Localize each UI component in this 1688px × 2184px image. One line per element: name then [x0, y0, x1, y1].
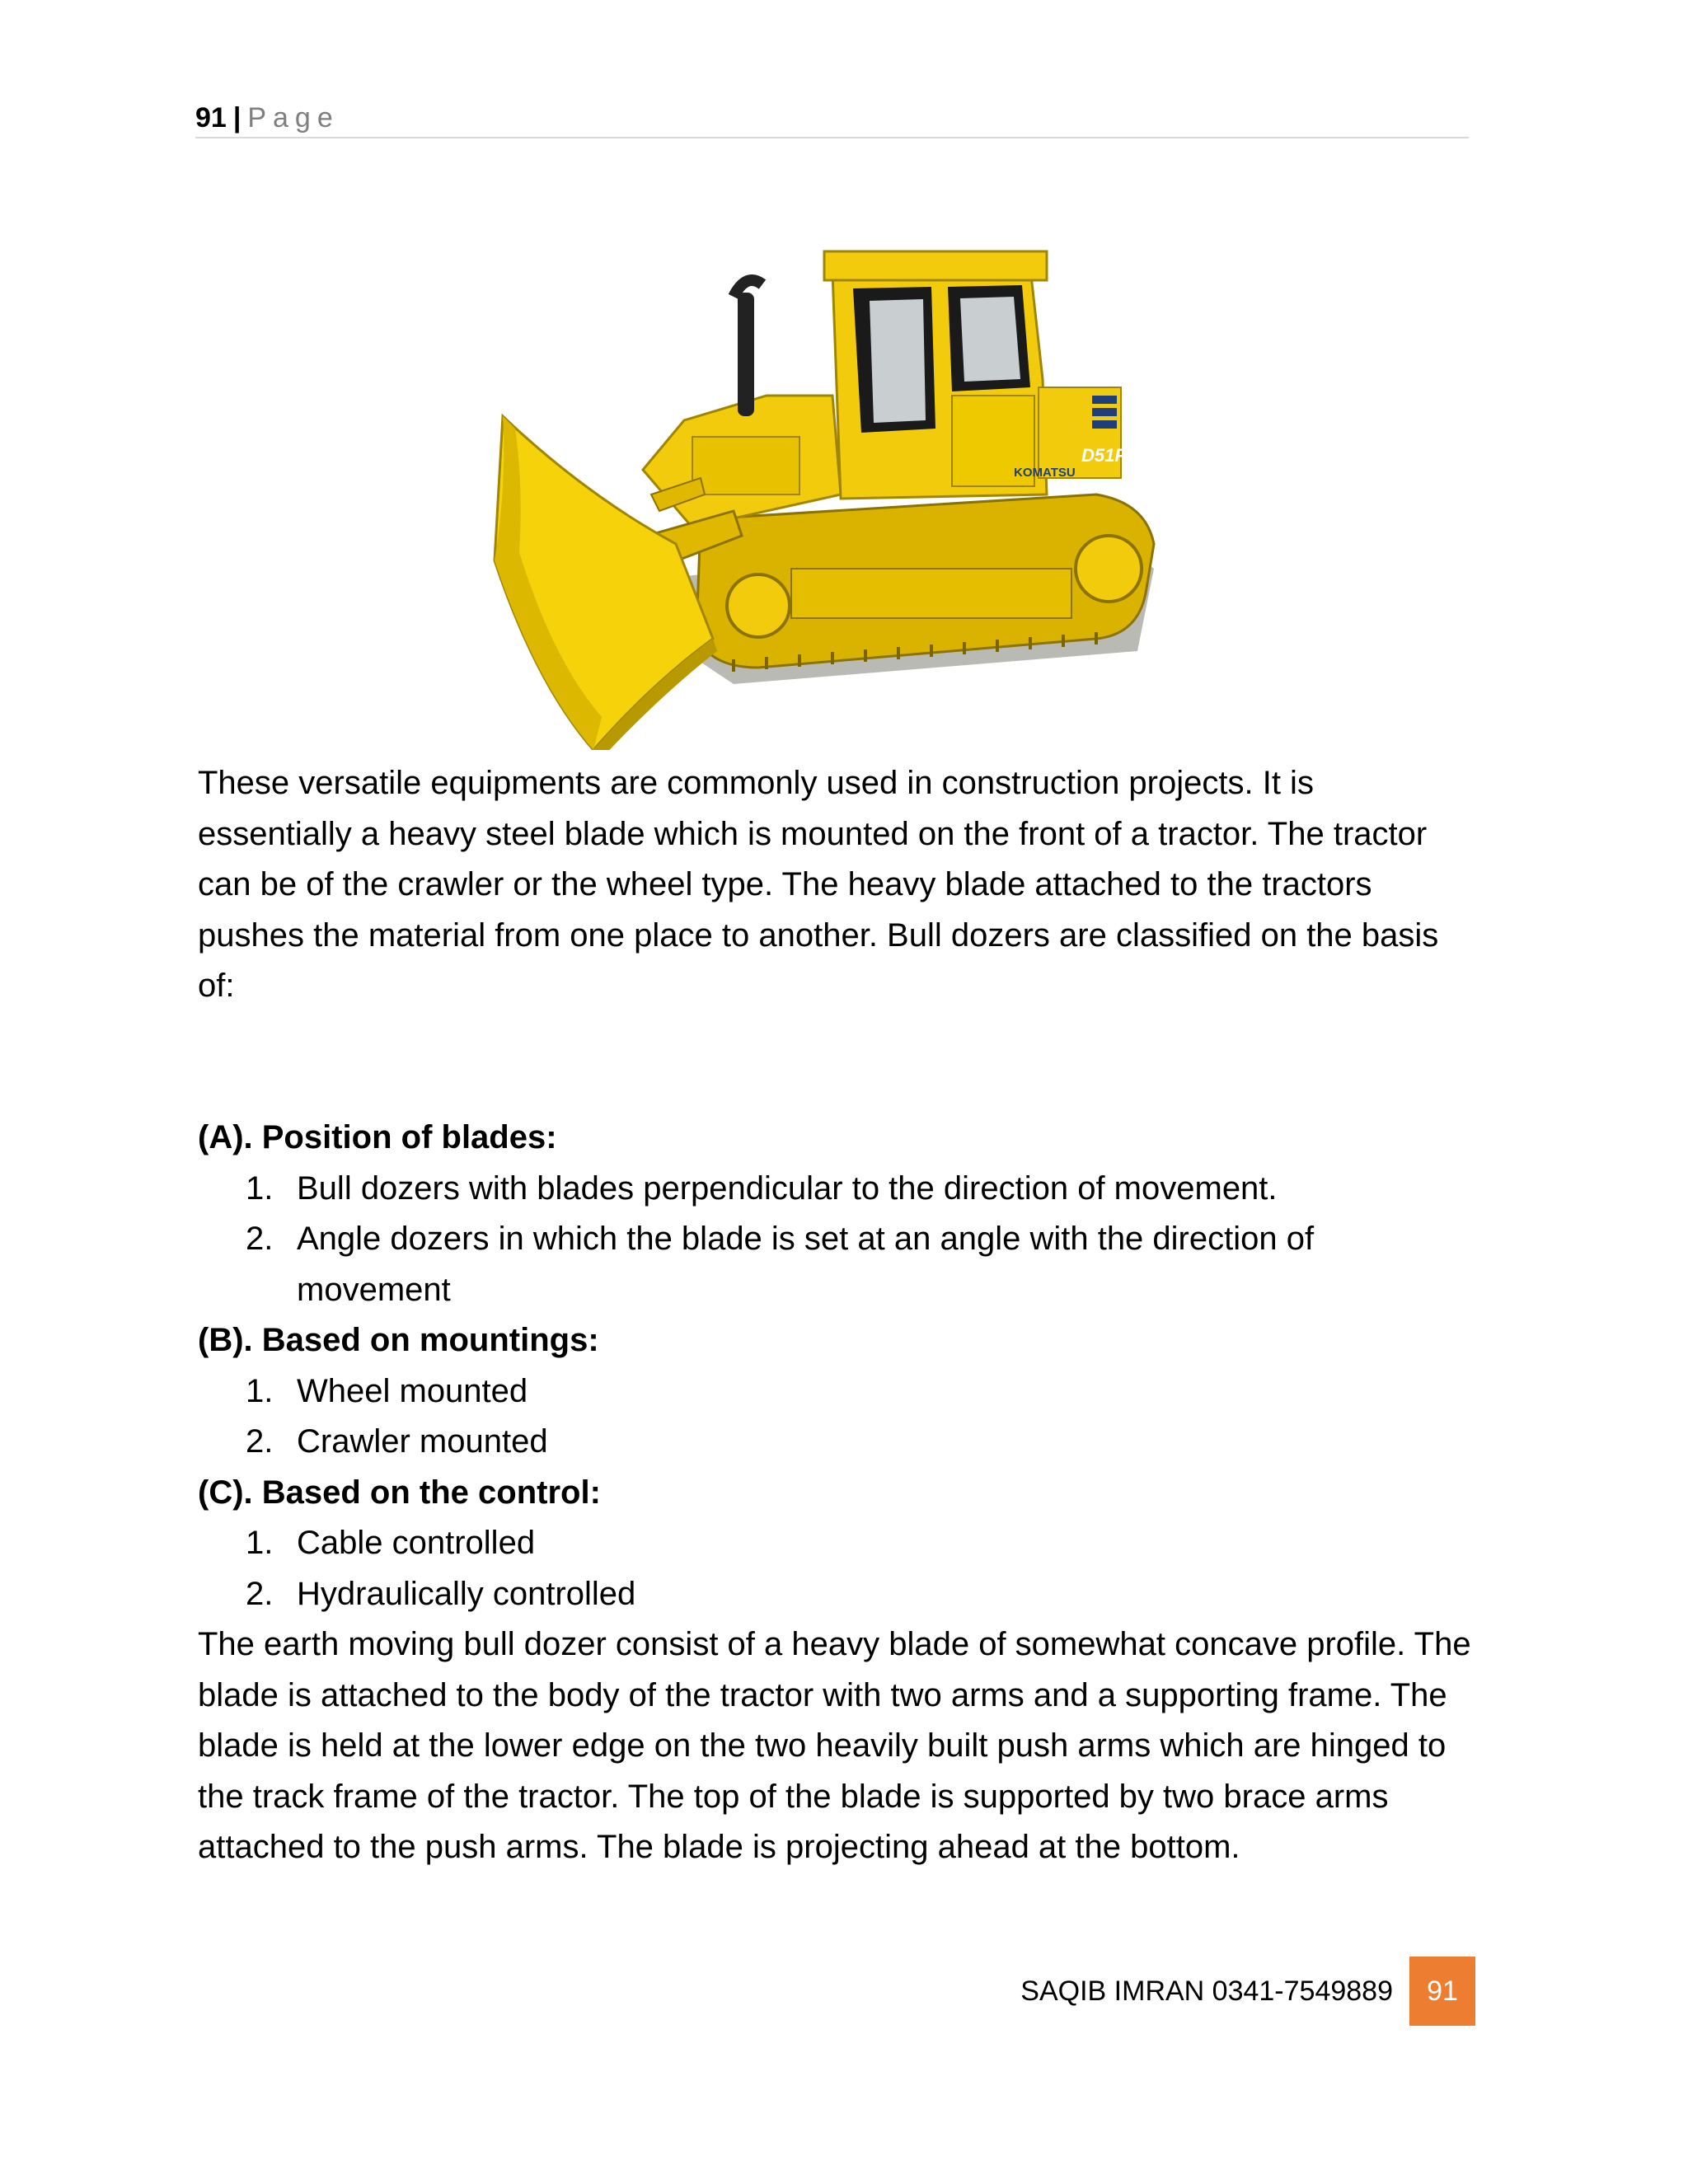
list-item: 2. Crawler mounted [246, 1423, 548, 1460]
bulldozer-image [486, 223, 1187, 750]
page-header [195, 97, 1469, 138]
page-footer [1020, 1957, 1475, 2026]
header-page-number: 91 [195, 102, 227, 134]
footer-page-number: 91 [1409, 1957, 1475, 2026]
section-heading-mountings: (B). Based on mountings: [198, 1322, 599, 1358]
list-item: 1. Bull dozers with blades perpendicular to the direction of movement. [246, 1169, 1278, 1207]
list-mountings [198, 1366, 1475, 1468]
list-item: 2. Angle dozers in which the blade is set at an angle with the direction of movement [246, 1221, 1315, 1308]
intro-paragraph: These versatile equipments are commonly used in construction projects. It is essentially a heavy steel blade which is mounted on the front of a tractor. The tractor can be of the crawler or the wheel type. The heavy blade attached to the tractors pushes the material from one place to another. Bull dozers are classified on the basis of: [198, 765, 1439, 1004]
brand-label: KOMATSU [1014, 466, 1076, 480]
closing-paragraph: The earth moving bull dozer consist of a heavy blade of somewhat concave profile. The blade is attached to the body of the tractor with two arms and a supporting frame. The blade is held at the lower edge on the two heavily built push arms which are hinged to the track frame of the tractor. The top of the blade is supported by two brace arms attached to the push arms. The blade is projecting ahead at the bottom. [198, 1626, 1471, 1865]
header-page-word: Page [247, 102, 340, 134]
model-label: D51PXi [1081, 445, 1144, 466]
list-control [198, 1518, 1475, 1619]
section-heading-position: (A). Position of blades: [198, 1119, 557, 1155]
exhaust-pipe [738, 293, 754, 416]
list-item: 1. Wheel mounted [246, 1372, 528, 1409]
classification-lists [198, 1113, 1475, 1873]
section-heading-control: (C). Based on the control: [198, 1474, 601, 1511]
list-item: 2. Hydraulically controlled [246, 1575, 636, 1612]
footer-author: SAQIB IMRAN 0341-7549889 [1020, 1975, 1393, 2007]
header-separator: | [232, 102, 241, 134]
list-item: 1. Cable controlled [246, 1525, 536, 1561]
list-position [198, 1164, 1475, 1316]
